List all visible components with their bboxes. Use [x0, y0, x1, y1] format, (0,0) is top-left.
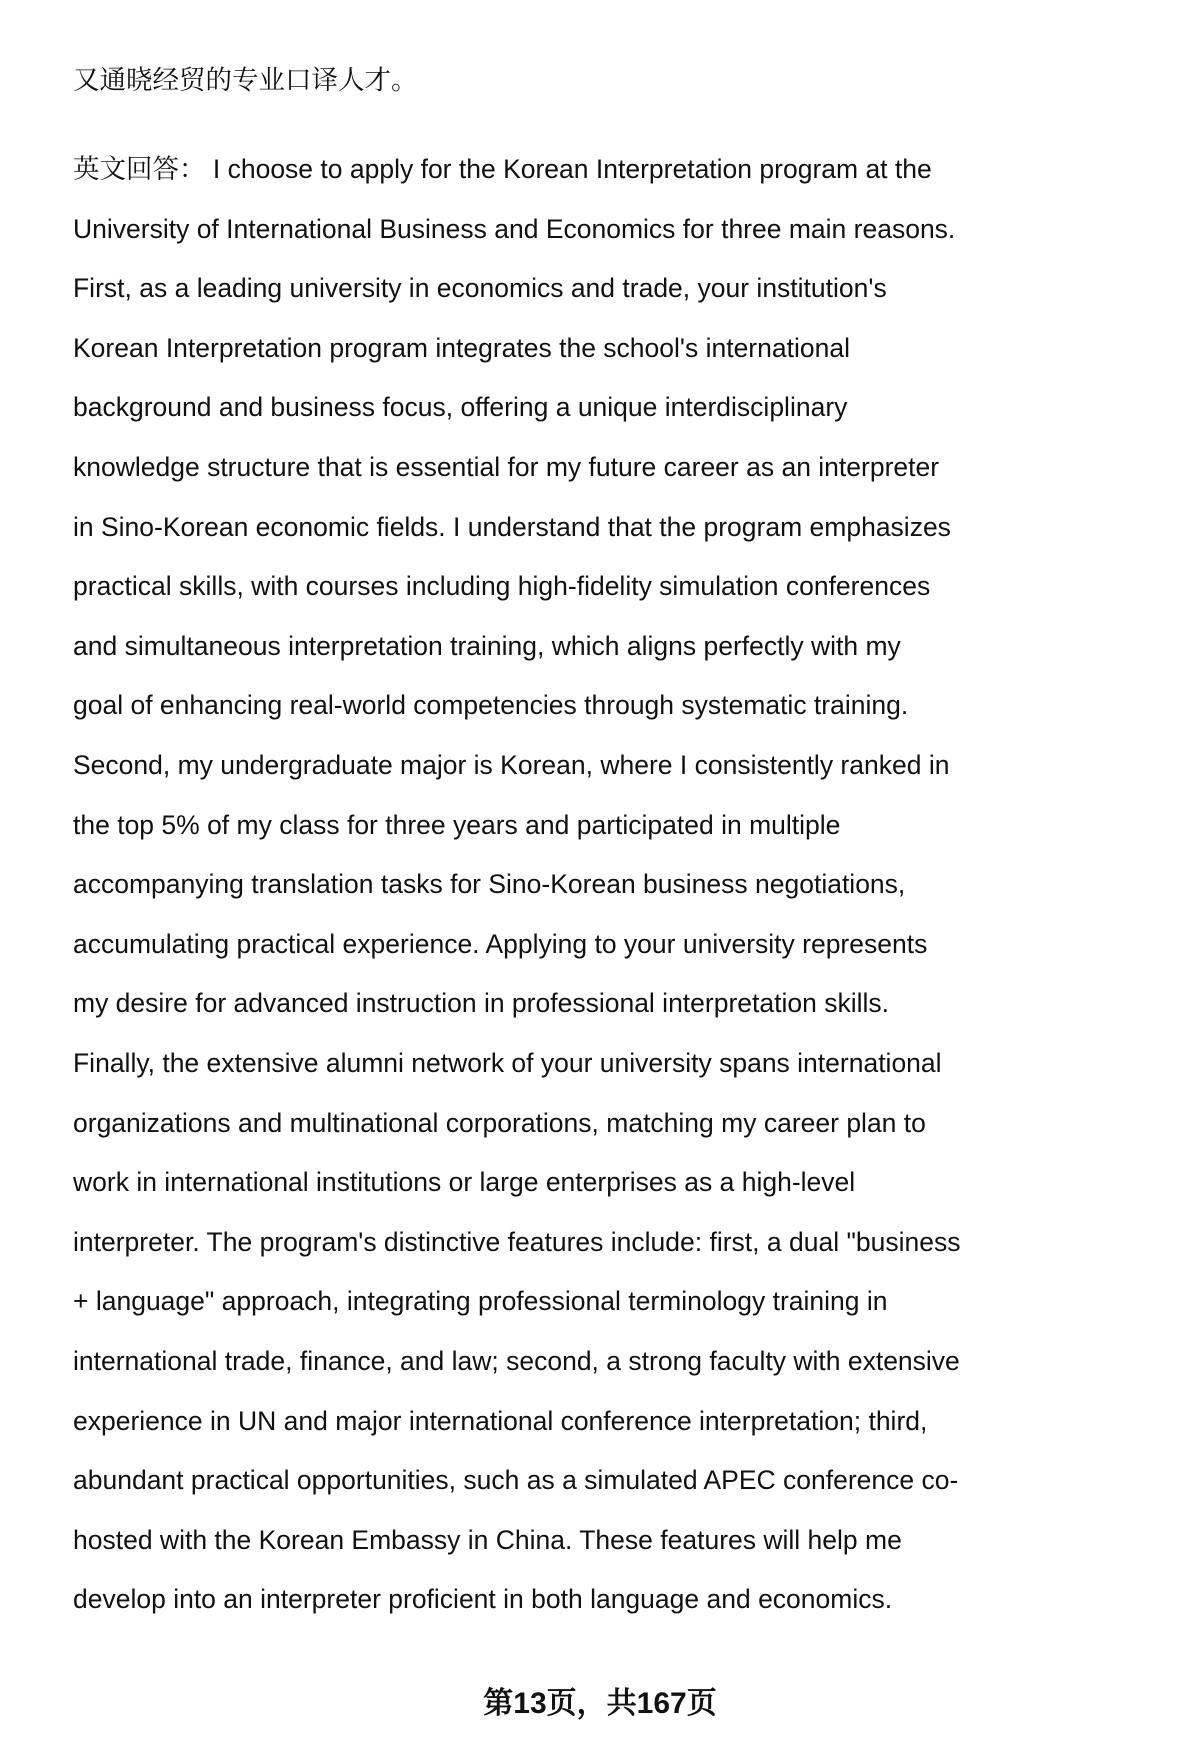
text-line: Korean Interpretation program integrates the school's international [73, 332, 850, 363]
text-line: 又通晓经贸的专业口译人才。 [73, 65, 418, 95]
text-line: develop into an interpreter proficient in both language and economics. [73, 1584, 893, 1615]
text-line: University of International Business and Economics for three main reasons. [73, 213, 956, 244]
text-line: 英文回答： I choose to apply for the Korean Interpretation program at the [73, 154, 932, 184]
text-line: background and business focus, offering a unique interdisciplinary [73, 392, 848, 423]
text-line: Finally, the extensive alumni network of your university spans international [73, 1048, 942, 1078]
text-line: my desire for advanced instruction in professional interpretation skills. [73, 988, 890, 1019]
text-line: Second, my undergraduate major is Korean, where I consistently ranked in [73, 750, 950, 780]
text-line: experience in UN and major international conference interpretation; third, [73, 1405, 928, 1436]
page-number: 第13页，共167页 [483, 1687, 717, 1720]
text-line: and simultaneous interpretation training, which aligns perfectly with my [73, 630, 901, 661]
text-line: interpreter. The program's distinctive features include: first, a dual "business [73, 1226, 961, 1257]
text-line: the top 5% of my class for three years and participated in multiple [73, 809, 841, 840]
text-line: + language" approach, integrating professional terminology training in [73, 1286, 888, 1317]
text-line: hosted with the Korean Embassy in China. These features will help me [73, 1524, 902, 1555]
text-line: abundant practical opportunities, such as a simulated APEC conference co- [73, 1465, 959, 1496]
text-line: practical skills, with courses including high-fidelity simulation conferences [73, 571, 931, 602]
text-line: accumulating practical experience. Applying to your university represents [73, 928, 928, 959]
text-line: work in international institutions or large enterprises as a high-level [73, 1167, 856, 1198]
text-line: First, as a leading university in economics and trade, your institution's [73, 273, 887, 304]
text-line: knowledge structure that is essential for my future career as an interpreter [73, 452, 940, 482]
text-line: in Sino-Korean economic fields. I understand that the program emphasizes [73, 511, 951, 542]
text-line: accompanying translation tasks for Sino-Korean business negotiations, [73, 869, 906, 900]
text-line: organizations and multinational corporations, matching my career plan to [73, 1107, 926, 1138]
text-line: international trade, finance, and law; second, a strong faculty with extensive [73, 1346, 960, 1376]
text-line: goal of enhancing real-world competencies through systematic training. [73, 690, 909, 721]
